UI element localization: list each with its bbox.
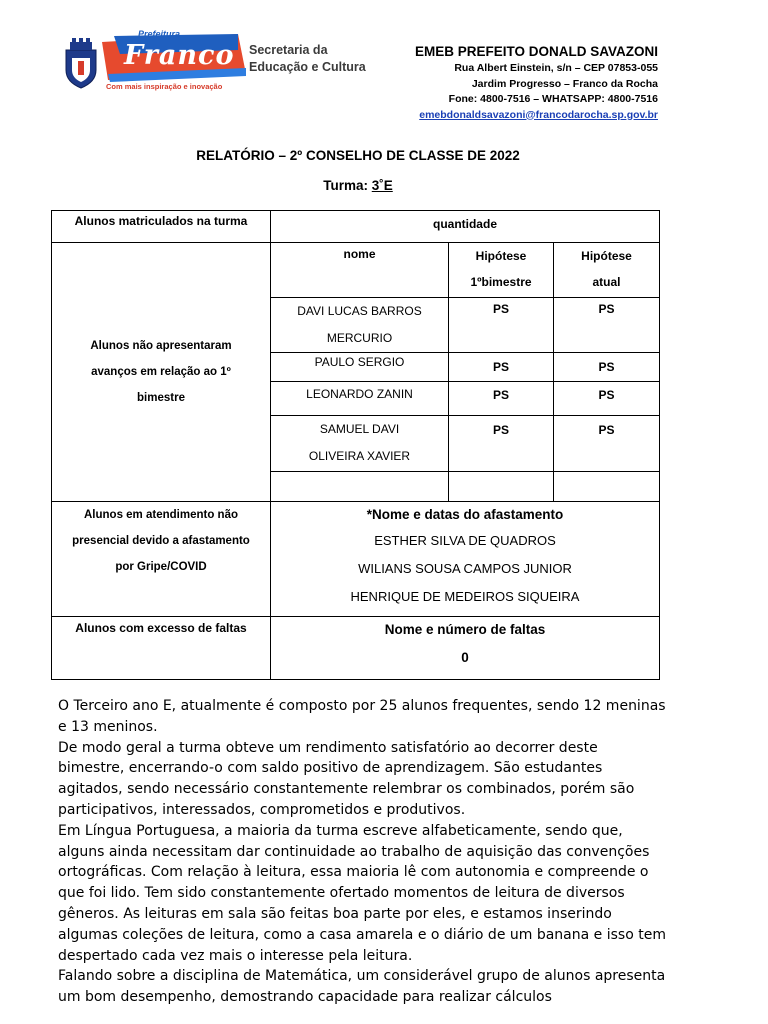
student-hip1: PS <box>449 416 554 472</box>
faltas-cell <box>271 617 660 680</box>
secretaria-line-1: Secretaria da <box>249 43 328 57</box>
school-phones: Fone: 4800-7516 – WHATSAPP: 4800-7516 <box>448 93 658 105</box>
empty-cell <box>554 472 660 502</box>
faltas-value: 0 <box>461 650 469 665</box>
faltas-label: Alunos com excesso de faltas <box>52 617 271 680</box>
report-title: RELATÓRIO – 2º CONSELHO DE CLASSE DE 2022 <box>196 148 520 163</box>
afastado-name: ESTHER SILVA DE QUADROS <box>374 533 556 548</box>
col-nome-header: nome <box>271 243 449 298</box>
table-row-sub-header <box>52 243 660 298</box>
student-hip1: PS <box>449 382 554 416</box>
paragraph: Em Língua Portuguesa, a maioria da turma escreve alfabeticamente, sendo que, alguns ainda necessitam dar continuidade ao trabalho de aquisição das convenções ortográficas. Com relação à leitura, essa maioria lê com autonomia e compreende o que foi lido. Tem sido constantemente ofertado momentos de leitura de diversos gêneros. As leituras em sala são feitas boa parte por eles, e estamos inserindo algumas coleções de leitura, como a casa amarela e o diário de um banana e isso tem despertado cada vez mais o interesse pela leitura. <box>58 822 666 964</box>
table-row-matriculados <box>52 211 660 243</box>
table-row-faltas <box>52 617 660 680</box>
nao-avancos-label: Alunos não apresentaram avanços em relação ao 1º bimestre <box>90 340 232 404</box>
logo-brand-text: Franco <box>124 40 235 71</box>
afastado-name: WILIANS SOUSA CAMPOS JUNIOR <box>358 561 572 576</box>
turma-label: Turma: <box>323 178 372 193</box>
afastamento-label: Alunos em atendimento não presencial devido a afastamento por Gripe/COVID <box>72 509 250 573</box>
student-name: SAMUEL DAVI OLIVEIRA XAVIER <box>271 416 449 472</box>
paragraph: O Terceiro ano E, atualmente é composto por 25 alunos frequentes, sendo 12 meninas e 13 meninos. <box>58 698 666 735</box>
table-row-afastamento <box>52 502 660 617</box>
school-address-1: Rua Albert Einstein, s/n – CEP 07853-055 <box>454 62 658 74</box>
school-email-link[interactable]: emebdonaldsavazoni@francodarocha.sp.gov.br <box>419 108 658 121</box>
logo-top-text: Prefeitura <box>138 29 181 39</box>
matriculados-label: Alunos matriculados na turma <box>52 211 271 243</box>
student-atual: PS <box>554 353 660 382</box>
student-atual: PS <box>554 382 660 416</box>
coat-of-arms-icon <box>66 38 96 88</box>
student-atual: PS <box>554 298 660 353</box>
report-body <box>58 696 668 1008</box>
afastamento-label-cell <box>52 502 271 617</box>
afastamento-cell <box>271 502 660 617</box>
student-name: DAVI LUCAS BARROS MERCURIO <box>271 298 449 353</box>
student-name: LEONARDO ZANIN <box>271 382 449 416</box>
col-hipotese-1bim-header: Hipótese 1ºbimestre <box>449 243 554 298</box>
report-table <box>51 210 660 680</box>
prefeitura-logo <box>60 28 250 98</box>
afastado-name: HENRIQUE DE MEDEIROS SIQUEIRA <box>350 589 580 604</box>
student-atual: PS <box>554 416 660 472</box>
empty-cell <box>271 472 449 502</box>
nao-avancos-cell <box>52 243 271 502</box>
faltas-header: Nome e número de faltas <box>384 622 546 637</box>
paragraph: De modo geral a turma obteve um rendimento satisfatório ao decorrer deste bimestre, encerrando-o com saldo positivo de aprendizagem. São estudantes agitados, sendo necessário constantemente relembrar os combinados, porém são participativos, interessados, comprometidos e produtivos. <box>58 739 635 818</box>
school-address-2: Jardim Progresso – Franco da Rocha <box>471 77 658 90</box>
paragraph: Falando sobre a disciplina de Matemática, um considerável grupo de alunos apresenta um bom desempenho, demostrando capacidade para realizar cálculos <box>58 968 666 1006</box>
turma-line <box>0 178 716 193</box>
school-name: EMEB PREFEITO DONALD SAVAZONI <box>414 44 658 59</box>
quantidade-header: quantidade <box>271 211 660 243</box>
student-name: PAULO SERGIO <box>271 353 449 382</box>
col-hipotese-atual-header: Hipótese atual <box>554 243 660 298</box>
secretaria-line-2: Educação e Cultura <box>249 60 366 74</box>
turma-value: 3˚E <box>371 178 393 193</box>
student-hip1: PS <box>449 353 554 382</box>
student-hip1: PS <box>449 298 554 353</box>
logo-slogan: Com mais inspiração e inovação <box>106 82 223 91</box>
school-info <box>328 42 658 123</box>
afastamento-header: *Nome e datas do afastamento <box>366 507 564 522</box>
empty-cell <box>449 472 554 502</box>
